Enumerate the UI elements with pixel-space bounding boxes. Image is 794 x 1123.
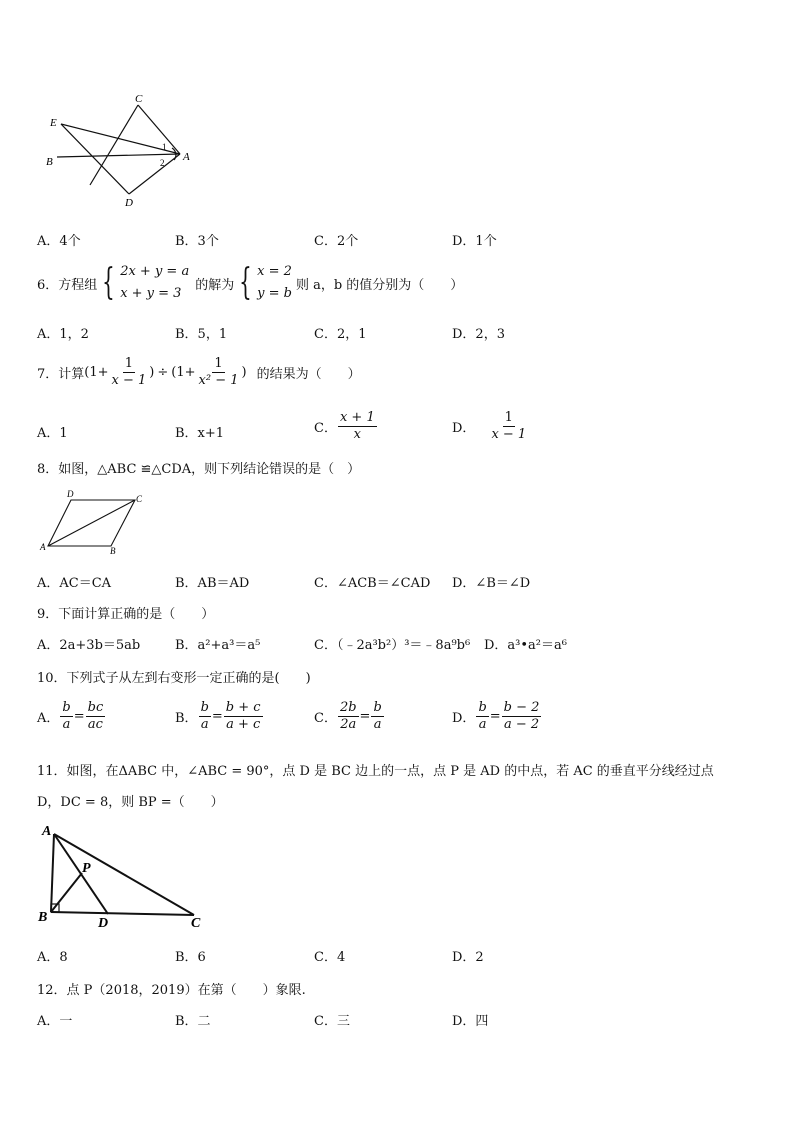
- q10-b-d2: a + c: [226, 717, 261, 732]
- q10-d-label: D．: [452, 711, 476, 726]
- q7-option-c-fraction: [338, 410, 377, 443]
- q10-option-c[interactable]: [314, 700, 385, 733]
- q10-b-right: [224, 700, 263, 733]
- q10-a-eq: =: [73, 709, 85, 724]
- figure-angles: [40, 90, 200, 210]
- q7-paren-close-1: ): [149, 365, 155, 380]
- q11-option-a[interactable]: A．8: [37, 950, 68, 965]
- fig11-label-d: D: [98, 916, 109, 931]
- q6-option-a[interactable]: A．1，2: [37, 327, 89, 342]
- figure-parallelogram: [38, 488, 148, 556]
- q10-b-n2: b + c: [225, 700, 261, 715]
- q8-option-b[interactable]: B．AB＝AD: [175, 576, 250, 591]
- q5-option-c[interactable]: C．2个: [314, 234, 359, 249]
- q8-option-a[interactable]: A．AC＝CA: [37, 576, 112, 591]
- q10-a-left: [60, 700, 72, 733]
- q7-paren-close-2: ): [241, 365, 247, 380]
- q10-c-eq: =: [359, 709, 371, 724]
- q11-question-line1: 11．如图，在ΔABC 中，∠ABC = 90°，点 D 是 BC 边上的一点，点 P 是 AD 的中点，若 AC 的垂直平分线经过点: [37, 764, 714, 779]
- q10-a-d2: ac: [87, 717, 103, 732]
- q10-d-left: [476, 700, 488, 733]
- q12-option-a[interactable]: A．一: [37, 1014, 73, 1029]
- q9-option-d[interactable]: D．a³•a²＝a⁶: [484, 638, 567, 653]
- fig8-label-b: B: [110, 546, 116, 556]
- fig1-label-b: B: [46, 156, 53, 168]
- q10-a-n2: bc: [87, 700, 104, 715]
- q7-option-a[interactable]: A．1: [37, 426, 68, 441]
- q12-option-b[interactable]: B．二: [175, 1014, 211, 1029]
- q10-b-label: B．: [175, 711, 198, 726]
- q7-option-b[interactable]: B．x+1: [175, 426, 225, 441]
- fig1-label-a: A: [183, 151, 190, 163]
- q7-prefix: 7．计算: [37, 367, 85, 382]
- q10-c-d1: 2a: [340, 717, 357, 732]
- q7-option-d-fraction: [489, 410, 528, 443]
- q10-c-n2: b: [373, 700, 382, 715]
- fig11-label-a: A: [42, 824, 52, 839]
- q10-d-n2: b − 2: [503, 700, 540, 715]
- fig8-label-d: D: [67, 489, 74, 499]
- q10-option-d[interactable]: [452, 700, 542, 733]
- q9-option-a[interactable]: A．2a+3b＝5ab: [37, 638, 141, 653]
- fig1-label-c: C: [135, 93, 143, 105]
- q10-option-b[interactable]: [175, 700, 264, 733]
- q10-d-right: [502, 700, 542, 733]
- q12-question: 12．点 P（2018，2019）在第（ ）象限.: [37, 983, 306, 998]
- q6-option-d[interactable]: D．2，3: [452, 327, 505, 342]
- q7-paren-open-2: (1+: [171, 365, 196, 380]
- q10-option-a[interactable]: [37, 700, 106, 733]
- q6-system: { 2x + y = a x + y = 3: [102, 262, 190, 303]
- q10-a-d1: a: [62, 717, 71, 732]
- q7-suffix: 的结果为（ ）: [256, 367, 361, 382]
- q7-question: [37, 356, 361, 389]
- q7-option-d-label: D．: [452, 421, 476, 436]
- q10-b-eq: =: [211, 709, 223, 724]
- q7-option-d-num: 1: [504, 410, 513, 425]
- q5-option-d[interactable]: D．1个: [452, 234, 497, 249]
- q7-divide: ÷: [157, 365, 169, 380]
- q12-option-c[interactable]: C．三: [314, 1014, 350, 1029]
- fig11-label-p: P: [82, 861, 91, 876]
- fig1-label-e: E: [50, 117, 57, 129]
- q10-d-d2: a − 2: [503, 717, 540, 732]
- q6-solution: { x = 2 y = b: [239, 262, 292, 303]
- q7-option-c[interactable]: [314, 410, 378, 443]
- q10-d-eq: =: [489, 709, 501, 724]
- q11-option-b[interactable]: B．6: [175, 950, 206, 965]
- q11-option-c[interactable]: C．4: [314, 950, 346, 965]
- q7-paren-open-1: (1+: [84, 365, 109, 380]
- q12-option-d[interactable]: D．四: [452, 1014, 489, 1029]
- q7-option-c-label: C．: [314, 421, 337, 436]
- q7-option-d-den: x − 1: [491, 427, 527, 442]
- q10-b-d1: a: [200, 717, 209, 732]
- fig11-label-c: C: [191, 916, 201, 931]
- q7-f2-den: x² − 1: [198, 373, 239, 388]
- q6-suffix: 则 a，b 的值分别为（ ）: [295, 277, 464, 293]
- q8-option-c[interactable]: C．∠ACB＝∠CAD: [314, 576, 431, 591]
- q8-option-d[interactable]: D．∠B＝∠D: [452, 576, 531, 591]
- q7-f1-num: 1: [124, 356, 134, 371]
- q6-option-b[interactable]: B．5，1: [175, 327, 228, 342]
- fig1-label-d: D: [125, 197, 133, 209]
- q7-option-d[interactable]: [452, 410, 529, 443]
- q7-fraction-1: [110, 356, 149, 389]
- fig1-label-2: 2: [160, 158, 165, 168]
- q10-c-left: [338, 700, 359, 733]
- q9-option-b[interactable]: B．a²+a³＝a⁵: [175, 638, 261, 653]
- q9-question: 9．下面计算正确的是（ ）: [37, 607, 215, 622]
- q7-option-c-den: x: [353, 427, 361, 442]
- q10-c-d2: a: [373, 717, 382, 732]
- q7-f2-num: 1: [214, 356, 223, 371]
- q8-question: 8．如图，△ABC ≌△CDA，则下列结论错误的是（ ）: [37, 462, 361, 477]
- q7-f1-den: x − 1: [111, 373, 147, 388]
- fig8-label-c: C: [136, 494, 143, 504]
- q10-d-d1: a: [478, 717, 487, 732]
- q10-d-n1: b: [478, 700, 487, 715]
- q5-option-b[interactable]: B．3个: [175, 234, 219, 249]
- q6-option-c[interactable]: C．2，1: [314, 327, 367, 342]
- q6-sol1: x = 2: [257, 264, 292, 279]
- q10-b-left: [199, 700, 211, 733]
- figure-right-triangle: [36, 820, 211, 935]
- q7-fraction-2: [197, 356, 241, 389]
- q6-mid: 的解为: [195, 277, 235, 293]
- q6-eq1: 2x + y = a: [120, 264, 190, 279]
- q6-eq2: x + y = 3: [120, 286, 182, 301]
- fig11-label-b: B: [38, 910, 48, 925]
- q7-option-c-num: x + 1: [339, 410, 375, 425]
- q10-question: 10．下列式子从左到右变形一定正确的是( ): [37, 671, 311, 686]
- q10-c-right: [371, 700, 383, 733]
- q6-question: [37, 261, 463, 305]
- q10-a-right: [86, 700, 106, 733]
- q6-sol2: y = b: [257, 286, 292, 301]
- q10-c-n1: 2b: [339, 700, 357, 715]
- q11-option-d[interactable]: D．2: [452, 950, 484, 965]
- q11-question-line2: D，DC = 8，则 BP =（ ）: [37, 795, 224, 810]
- q5-option-a[interactable]: A．4个: [37, 234, 81, 249]
- fig8-label-a: A: [40, 542, 46, 552]
- q10-c-label: C．: [314, 711, 337, 726]
- q6-prefix: 6．方程组: [37, 277, 98, 293]
- q9-option-c[interactable]: C．（﹣2a³b²）³＝﹣8a⁹b⁶: [314, 638, 471, 653]
- fig1-label-1: 1: [162, 142, 167, 152]
- q10-a-label: A．: [37, 711, 60, 726]
- q10-b-n1: b: [200, 700, 209, 715]
- q10-a-n1: b: [62, 700, 71, 715]
